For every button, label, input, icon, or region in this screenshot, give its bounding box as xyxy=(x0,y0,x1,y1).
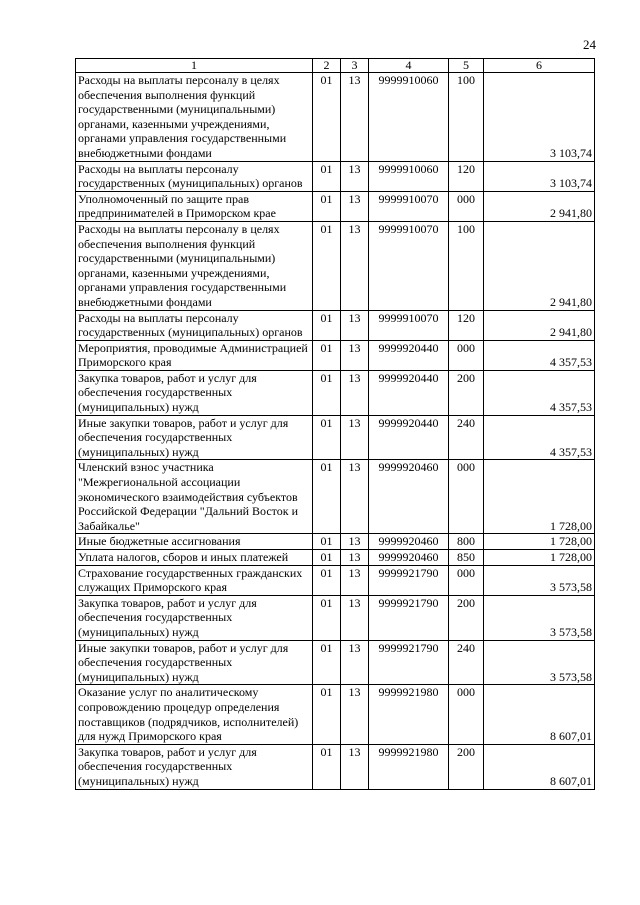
row-subsection-cell: 13 xyxy=(341,550,369,566)
row-section-cell: 01 xyxy=(313,370,341,415)
row-expense-type-cell: 200 xyxy=(449,370,484,415)
row-subsection-cell: 13 xyxy=(341,73,369,162)
row-target-article-cell: 9999910060 xyxy=(369,161,449,191)
row-amount-cell: 2 941,80 xyxy=(484,310,595,340)
row-name-cell: Иные бюджетные ассигнования xyxy=(76,534,313,550)
row-amount-cell: 3 103,74 xyxy=(484,161,595,191)
table-row xyxy=(76,685,595,744)
row-name-cell: Расходы на выплаты персоналу в целях обеспечения выполнения функций государственными (муниципальными) органами, казенными учреждениями, органами управления государственными внебюджетными фондами xyxy=(76,73,313,162)
row-expense-type-cell: 200 xyxy=(449,744,484,789)
row-name-cell: Мероприятия, проводимые Администрацией Приморского края xyxy=(76,340,313,370)
row-subsection-cell: 13 xyxy=(341,340,369,370)
table-row xyxy=(76,640,595,685)
row-subsection-cell: 13 xyxy=(341,221,369,310)
table-row xyxy=(76,415,595,460)
row-section-cell: 01 xyxy=(313,310,341,340)
row-amount-cell: 1 728,00 xyxy=(484,534,595,550)
row-amount-cell: 1 728,00 xyxy=(484,550,595,566)
row-name-cell: Закупка товаров, работ и услуг для обеспечения государственных (муниципальных) нужд xyxy=(76,595,313,640)
row-expense-type-cell: 120 xyxy=(449,161,484,191)
row-subsection-cell: 13 xyxy=(341,595,369,640)
row-expense-type-cell: 100 xyxy=(449,73,484,162)
row-amount-cell: 2 941,80 xyxy=(484,221,595,310)
row-section-cell: 01 xyxy=(313,460,341,534)
row-subsection-cell: 13 xyxy=(341,415,369,460)
row-name-cell: Членский взнос участника "Межрегиональной ассоциации экономического взаимодействия субъектов Российской Федерации "Дальний Восток и Забайкалье" xyxy=(76,460,313,534)
row-target-article-cell: 9999921790 xyxy=(369,640,449,685)
budget-table xyxy=(75,58,595,790)
table-row xyxy=(76,744,595,789)
row-name-cell: Страхование государственных гражданских служащих Приморского края xyxy=(76,565,313,595)
table-row xyxy=(76,221,595,310)
row-name-cell: Закупка товаров, работ и услуг для обеспечения государственных (муниципальных) нужд xyxy=(76,744,313,789)
row-subsection-cell: 13 xyxy=(341,534,369,550)
row-expense-type-cell: 000 xyxy=(449,565,484,595)
row-expense-type-cell: 240 xyxy=(449,415,484,460)
row-name-cell: Иные закупки товаров, работ и услуг для обеспечения государственных (муниципальных) нужд xyxy=(76,415,313,460)
row-target-article-cell: 9999921980 xyxy=(369,744,449,789)
page-number: 24 xyxy=(583,37,596,52)
table-row xyxy=(76,191,595,221)
row-target-article-cell: 9999910070 xyxy=(369,221,449,310)
row-amount-cell: 2 941,80 xyxy=(484,191,595,221)
row-section-cell: 01 xyxy=(313,73,341,162)
row-name-cell: Закупка товаров, работ и услуг для обеспечения государственных (муниципальных) нужд xyxy=(76,370,313,415)
row-target-article-cell: 9999921980 xyxy=(369,685,449,744)
row-expense-type-cell: 000 xyxy=(449,340,484,370)
row-subsection-cell: 13 xyxy=(341,310,369,340)
row-expense-type-cell: 240 xyxy=(449,640,484,685)
row-name-cell: Расходы на выплаты персоналу государственных (муниципальных) органов xyxy=(76,310,313,340)
row-section-cell: 01 xyxy=(313,565,341,595)
row-target-article-cell: 9999920460 xyxy=(369,460,449,534)
row-expense-type-cell: 000 xyxy=(449,685,484,744)
row-expense-type-cell: 200 xyxy=(449,595,484,640)
row-amount-cell: 4 357,53 xyxy=(484,340,595,370)
header-cell-5: 5 xyxy=(449,59,484,73)
row-target-article-cell: 9999921790 xyxy=(369,595,449,640)
row-subsection-cell: 13 xyxy=(341,161,369,191)
row-section-cell: 01 xyxy=(313,534,341,550)
row-subsection-cell: 13 xyxy=(341,744,369,789)
row-subsection-cell: 13 xyxy=(341,460,369,534)
row-section-cell: 01 xyxy=(313,744,341,789)
table-row xyxy=(76,73,595,162)
table-row xyxy=(76,534,595,550)
table-header-row xyxy=(76,59,595,73)
row-target-article-cell: 9999910070 xyxy=(369,310,449,340)
table-row xyxy=(76,310,595,340)
row-name-cell: Иные закупки товаров, работ и услуг для обеспечения государственных (муниципальных) нужд xyxy=(76,640,313,685)
table-row xyxy=(76,161,595,191)
row-amount-cell: 3 573,58 xyxy=(484,595,595,640)
row-amount-cell: 8 607,01 xyxy=(484,744,595,789)
row-section-cell: 01 xyxy=(313,595,341,640)
row-name-cell: Уполномоченный по защите прав предпринимателей в Приморском крае xyxy=(76,191,313,221)
row-expense-type-cell: 800 xyxy=(449,534,484,550)
row-section-cell: 01 xyxy=(313,191,341,221)
row-section-cell: 01 xyxy=(313,550,341,566)
row-target-article-cell: 9999920460 xyxy=(369,534,449,550)
row-amount-cell: 1 728,00 xyxy=(484,460,595,534)
row-subsection-cell: 13 xyxy=(341,640,369,685)
row-name-cell: Уплата налогов, сборов и иных платежей xyxy=(76,550,313,566)
header-cell-1: 1 xyxy=(76,59,313,73)
row-target-article-cell: 9999920460 xyxy=(369,550,449,566)
row-section-cell: 01 xyxy=(313,640,341,685)
table-row xyxy=(76,550,595,566)
row-subsection-cell: 13 xyxy=(341,565,369,595)
row-amount-cell: 8 607,01 xyxy=(484,685,595,744)
row-section-cell: 01 xyxy=(313,161,341,191)
row-subsection-cell: 13 xyxy=(341,191,369,221)
table-row xyxy=(76,565,595,595)
row-expense-type-cell: 120 xyxy=(449,310,484,340)
table-row xyxy=(76,370,595,415)
header-cell-2: 2 xyxy=(313,59,341,73)
row-name-cell: Оказание услуг по аналитическому сопровождению процедур определения поставщиков (подрядчиков, исполнителей) для нужд Приморского края xyxy=(76,685,313,744)
row-target-article-cell: 9999921790 xyxy=(369,565,449,595)
row-target-article-cell: 9999920440 xyxy=(369,415,449,460)
row-amount-cell: 3 103,74 xyxy=(484,73,595,162)
row-target-article-cell: 9999920440 xyxy=(369,340,449,370)
table-row xyxy=(76,340,595,370)
row-section-cell: 01 xyxy=(313,415,341,460)
table-row xyxy=(76,595,595,640)
row-amount-cell: 3 573,58 xyxy=(484,640,595,685)
table-row xyxy=(76,460,595,534)
row-target-article-cell: 9999910070 xyxy=(369,191,449,221)
row-expense-type-cell: 000 xyxy=(449,460,484,534)
header-cell-6: 6 xyxy=(484,59,595,73)
header-cell-4: 4 xyxy=(369,59,449,73)
row-amount-cell: 3 573,58 xyxy=(484,565,595,595)
row-name-cell: Расходы на выплаты персоналу государственных (муниципальных) органов xyxy=(76,161,313,191)
row-name-cell: Расходы на выплаты персоналу в целях обеспечения выполнения функций государственными (муниципальными) органами, казенными учреждениями, органами управления государственными внебюджетными фондами xyxy=(76,221,313,310)
row-expense-type-cell: 850 xyxy=(449,550,484,566)
row-subsection-cell: 13 xyxy=(341,370,369,415)
header-cell-3: 3 xyxy=(341,59,369,73)
row-amount-cell: 4 357,53 xyxy=(484,370,595,415)
row-expense-type-cell: 100 xyxy=(449,221,484,310)
row-target-article-cell: 9999920440 xyxy=(369,370,449,415)
row-section-cell: 01 xyxy=(313,221,341,310)
row-amount-cell: 4 357,53 xyxy=(484,415,595,460)
row-section-cell: 01 xyxy=(313,340,341,370)
row-target-article-cell: 9999910060 xyxy=(369,73,449,162)
row-expense-type-cell: 000 xyxy=(449,191,484,221)
row-section-cell: 01 xyxy=(313,685,341,744)
row-subsection-cell: 13 xyxy=(341,685,369,744)
